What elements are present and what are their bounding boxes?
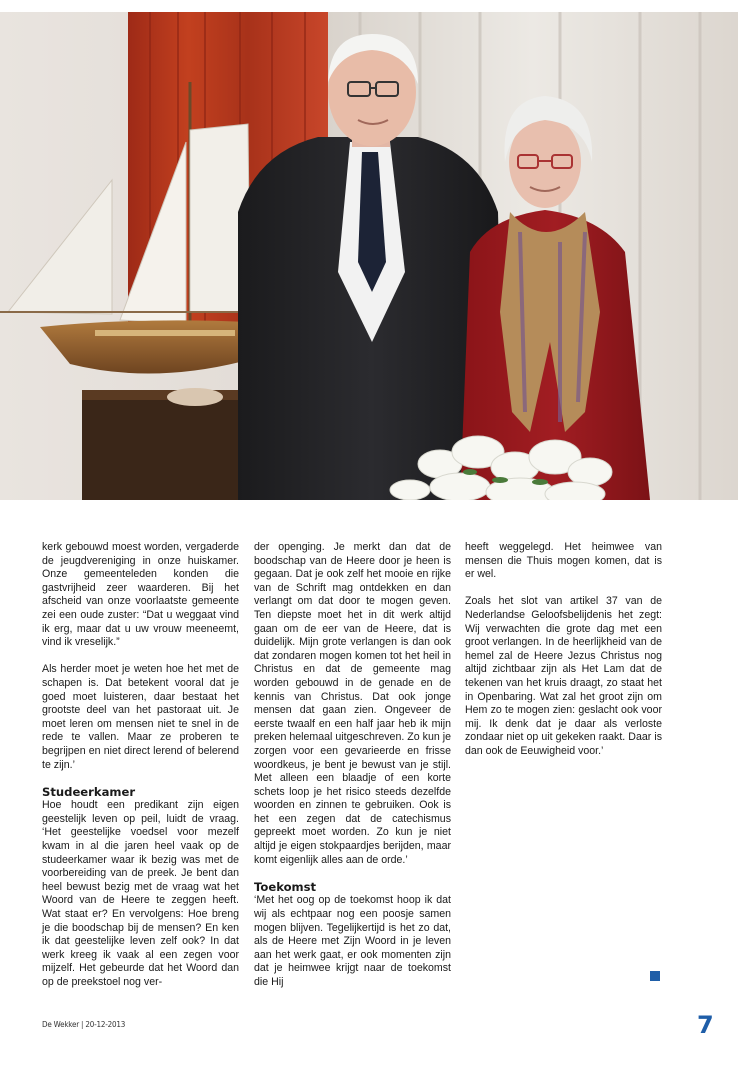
paragraph: ‘Met het oog op de toekomst hoop ik dat wij als echtpaar nog een poosje samen mogen blijven. Tegelijkertijd is het zo dat, als de Heere met Zijn Woord in je leven aan het werk gaat, er ook momenten zijn dat je heimwee krijgt naar de toekomst die Hij	[254, 894, 451, 988]
article-column-2	[254, 541, 451, 990]
section-heading-toekomst: Toekomst	[254, 879, 317, 894]
footer-publication: De Wekker | 20-12-2013	[42, 1020, 126, 1029]
paragraph: kerk gebouwd moest worden, vergaderde de jeugdvereniging in onze huiskamer. Onze gemeenteleden konden die gastvrijheid zeer waarderen. Bij het afscheid van onze voorlaatste gemeente zei een oude zuster: “Dat u weggaat vind ik erg, maar dat u uw vrouw meeneemt, vind ik vreselijk.”	[42, 541, 239, 649]
paragraph: Als herder moet je weten hoe het met de schapen is. Dat betekent vooral dat je goed moet luisteren, daar bestaat het grootste deel van het pastoraat uit. Je moet leren om mensen niet te snel in de rede te vallen. Maar ze proberen te begrijpen en niet direct lerend of belerend te zijn.’	[42, 663, 239, 771]
paragraph: der openging. Je merkt dan dat de boodschap van de Heere door je heen is gegaan. Dat je ook zelf het mooie en rijke van de Schrift mag ontdekken en dan verlangt om dat door te mogen geven. Ten diepste moet het in dit werk altijd gaan om de eer van de Heere, dat is duidelijk. Mijn grote verlangen is dan ook dat zondaren mogen komen tot het heil in Christus en dat de gemeente mag worden gebouwd in de genade en de kennis van Christus. Dat ook jonge mensen dat gaan zien. Ongeveer de eerste twaalf en een half jaar heb ik mijn preken helemaal uitgeschreven. Zo kun je zorgen voor een gevarieerde en frisse woordkeus, je bent je bewust van je stijl. Met alleen een blaadje of een korte schets loop je het risico steeds dezelfde woorden en zinnen te gebruiken. Ook is het een zegen dat de catechismus gepreekt moet worden. Zo kun je niet altijd je eigen stokpaardjes berijden, maar komt eigenlijk alles aan de orde.’	[254, 541, 451, 866]
paragraph: Hoe houdt een predikant zijn eigen geestelijk leven op peil, luidt de vraag. ‘Het geestelijke voedsel voor mezelf kwam in al die jaren heel vaak op de studeerkamer waar ik bezig was met de voorbereiding van de preek. Je bent dan heel bewust bezig met de vraag wat het Woord van de Heere te zeggen heeft. Wat staat er? En vervolgens: Hoe breng je die boodschap bij de mensen? En ken ik dat geestelijke leven zelf ook? In dat werk kreeg ik vaak al een zegen voor mijzelf. Het gebeurde dat het Woord dan op de preekstoel nog ver-	[42, 799, 239, 988]
article-column-1	[42, 541, 239, 990]
article-column-3	[465, 541, 662, 759]
paragraph: heeft weggelegd. Het heimwee van mensen die Thuis mogen komen, dat is er wel.	[465, 541, 662, 581]
couple-photo	[0, 12, 738, 500]
section-heading-studeerkamer: Studeerkamer	[42, 784, 136, 799]
end-of-article-square-icon	[650, 971, 660, 981]
paragraph: Zoals het slot van artikel 37 van de Nederlandse Geloofsbelijdenis het zegt: Wij verwachten die grote dag met een groot verlangen. In de heerlijkheid van de hemel zal de Heere Jezus Christus nog altijd zichtbaar zijn als Het Lam dat de tekenen van het kruis draagt, zo staat het in Openbaring. Wat zal het groot zijn om Hem zo te mogen zien: geslacht ook voor mij. Ik denk dat je daar als verloste zondaar niet op uit gekeken raakt. Daar is dan ook de Eeuwigheid voor.’	[465, 595, 662, 757]
page-number: 7	[697, 1011, 714, 1039]
